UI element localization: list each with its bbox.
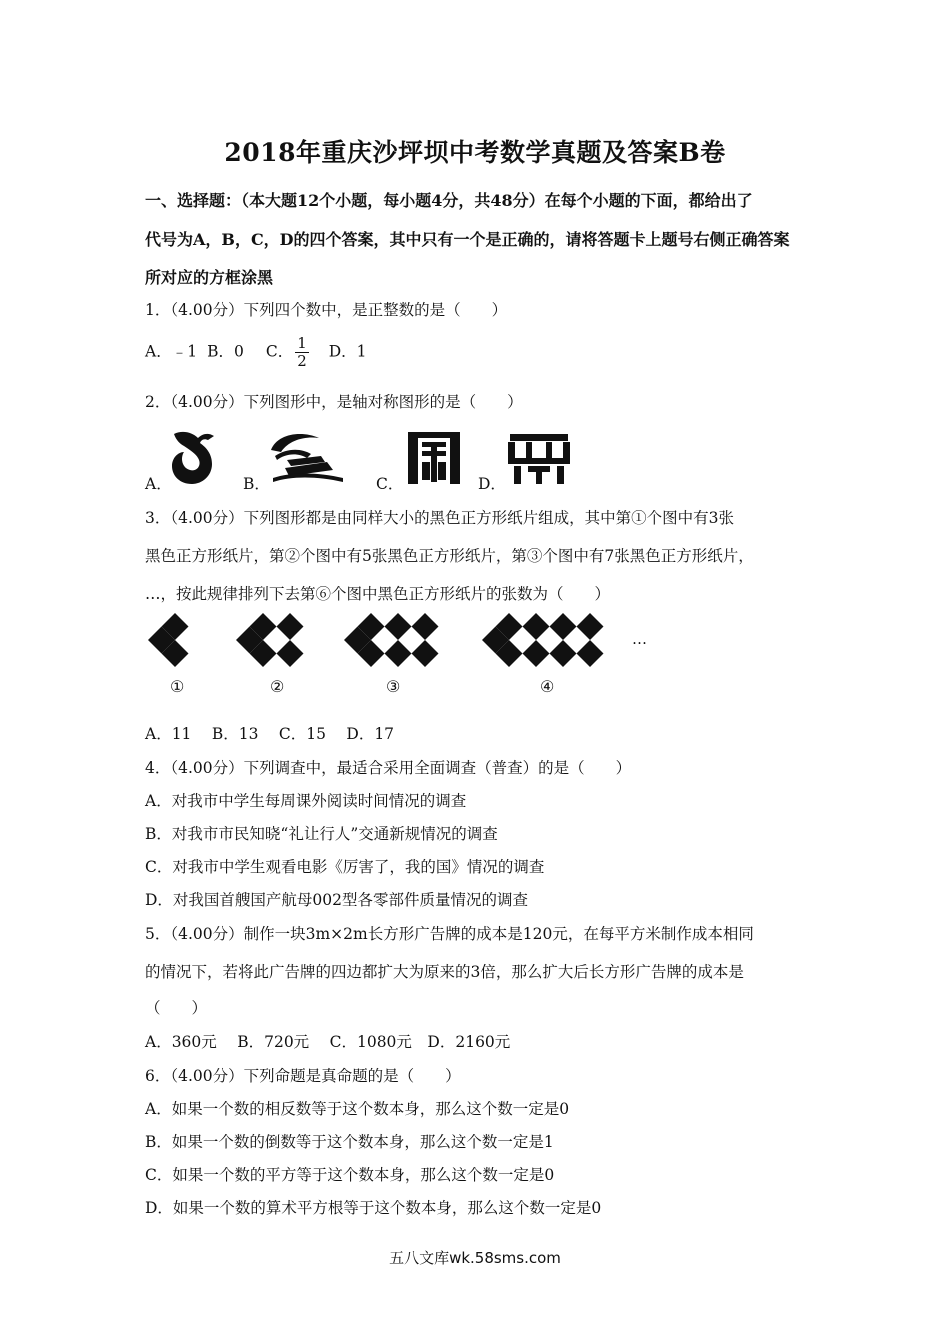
black-square-piece: [385, 613, 412, 640]
section-instructions-line2: 代号为A，B，C，D的四个答案，其中只有一个是正确的，请将答题卡上题号右侧正确答案: [145, 230, 790, 249]
q1-option-a: A．﹣1: [145, 342, 198, 361]
question-5-options: A．360元 B．720元 C．1080元 D．2160元: [145, 1033, 511, 1051]
black-square-piece: [412, 640, 439, 667]
q1-fraction: [295, 335, 309, 370]
black-square-piece: [277, 613, 304, 640]
question-5-line1: 5．（4.00分）制作一块3m×2m长方形广告牌的成本是120元，在每平方米制作成本相同: [145, 925, 754, 943]
q2-label-a: A．: [145, 475, 172, 493]
question-3-line3: …，按此规律排列下去第⑥个图中黑色正方形纸片的张数为（ ）: [145, 585, 611, 603]
question-6-option-d: D．如果一个数的算术平方根等于这个数本身，那么这个数一定是0: [145, 1199, 602, 1217]
question-4-stem: 4．（4.00分）下列调查中，最适合采用全面调查（普查）的是（ ）: [145, 759, 632, 777]
black-square-piece: [577, 640, 604, 667]
question-2-stem: 2．（4.00分）下列图形中，是轴对称图形的是（ ）: [145, 393, 523, 411]
footer-watermark: 五八文库wk.58sms.com: [389, 1249, 561, 1267]
figure-ellipsis: …: [632, 630, 647, 648]
question-6-option-a: A．如果一个数的相反数等于这个数本身，那么这个数一定是0: [145, 1100, 570, 1118]
question-3-options: A．11 B．13 C．15 D．17: [145, 725, 395, 743]
question-4-option-c: C．对我市中学生观看电影《厉害了，我的国》情况的调查: [145, 858, 545, 876]
question-6-option-c: C．如果一个数的平方等于这个数本身，那么这个数一定是0: [145, 1166, 555, 1184]
question-5-line2: 的情况下，若将此广告牌的四边都扩大为原来的3倍，那么扩大后长方形广告牌的成本是: [145, 963, 744, 981]
seal-character-icon: [406, 430, 462, 486]
question-4-option-b: B．对我市市民知晓“礼让行人”交通新规情况的调查: [145, 825, 498, 843]
question-6-option-b: B．如果一个数的倒数等于这个数本身，那么这个数一定是1: [145, 1133, 554, 1151]
black-square-piece: [412, 613, 439, 640]
black-square-piece: [550, 613, 577, 640]
q1-option-b: B．0: [207, 342, 244, 361]
figure-label-3: ③: [386, 677, 401, 696]
question-6-stem: 6．（4.00分）下列命题是真命题的是（ ）: [145, 1067, 461, 1085]
ding-character-icon: [506, 432, 572, 486]
q2-label-b: B．: [243, 475, 270, 493]
figure-label-1: ①: [170, 677, 185, 696]
black-square-piece: [277, 640, 304, 667]
question-1-stem: 1．（4.00分）下列四个数中，是正整数的是（ ）: [145, 301, 508, 319]
black-square-piece: [550, 640, 577, 667]
section-instructions-line3: 所对应的方框涂黑: [145, 268, 274, 287]
q1-option-d: D．1: [328, 342, 367, 361]
fraction-denominator: 2: [297, 352, 307, 370]
question-3-line2: 黑色正方形纸片，第②个图中有5张黑色正方形纸片，第③个图中有7张黑色正方形纸片，: [145, 547, 754, 565]
q2-label-c: C．: [376, 475, 404, 493]
question-1-options: [145, 335, 367, 370]
black-square-piece: [523, 640, 550, 667]
q1-option-c: C．: [265, 342, 294, 361]
swirl-logo-icon: [168, 428, 222, 486]
ship-logo-icon: [267, 428, 347, 486]
black-square-piece: [385, 640, 412, 667]
figure-label-4: ④: [540, 677, 555, 696]
black-square-piece: [523, 613, 550, 640]
page-title: 2018年重庆沙坪坝中考数学真题及答案B卷: [224, 138, 726, 167]
black-square-piece: [577, 613, 604, 640]
question-4-option-a: A．对我市中学生每周课外阅读时间情况的调查: [145, 792, 467, 810]
fraction-numerator: 1: [297, 334, 307, 352]
question-4-option-d: D．对我国首艘国产航母002型各零部件质量情况的调查: [145, 891, 529, 909]
q2-label-d: D．: [478, 475, 506, 493]
question-3-line1: 3．（4.00分）下列图形都是由同样大小的黑色正方形纸片组成，其中第①个图中有3张: [145, 509, 734, 527]
section-instructions-line1: 一、选择题：（本大题12个小题，每小题4分，共48分）在每个小题的下面，都给出了: [145, 191, 753, 210]
figure-label-2: ②: [270, 677, 285, 696]
question-5-line3: （ ）: [145, 999, 208, 1017]
